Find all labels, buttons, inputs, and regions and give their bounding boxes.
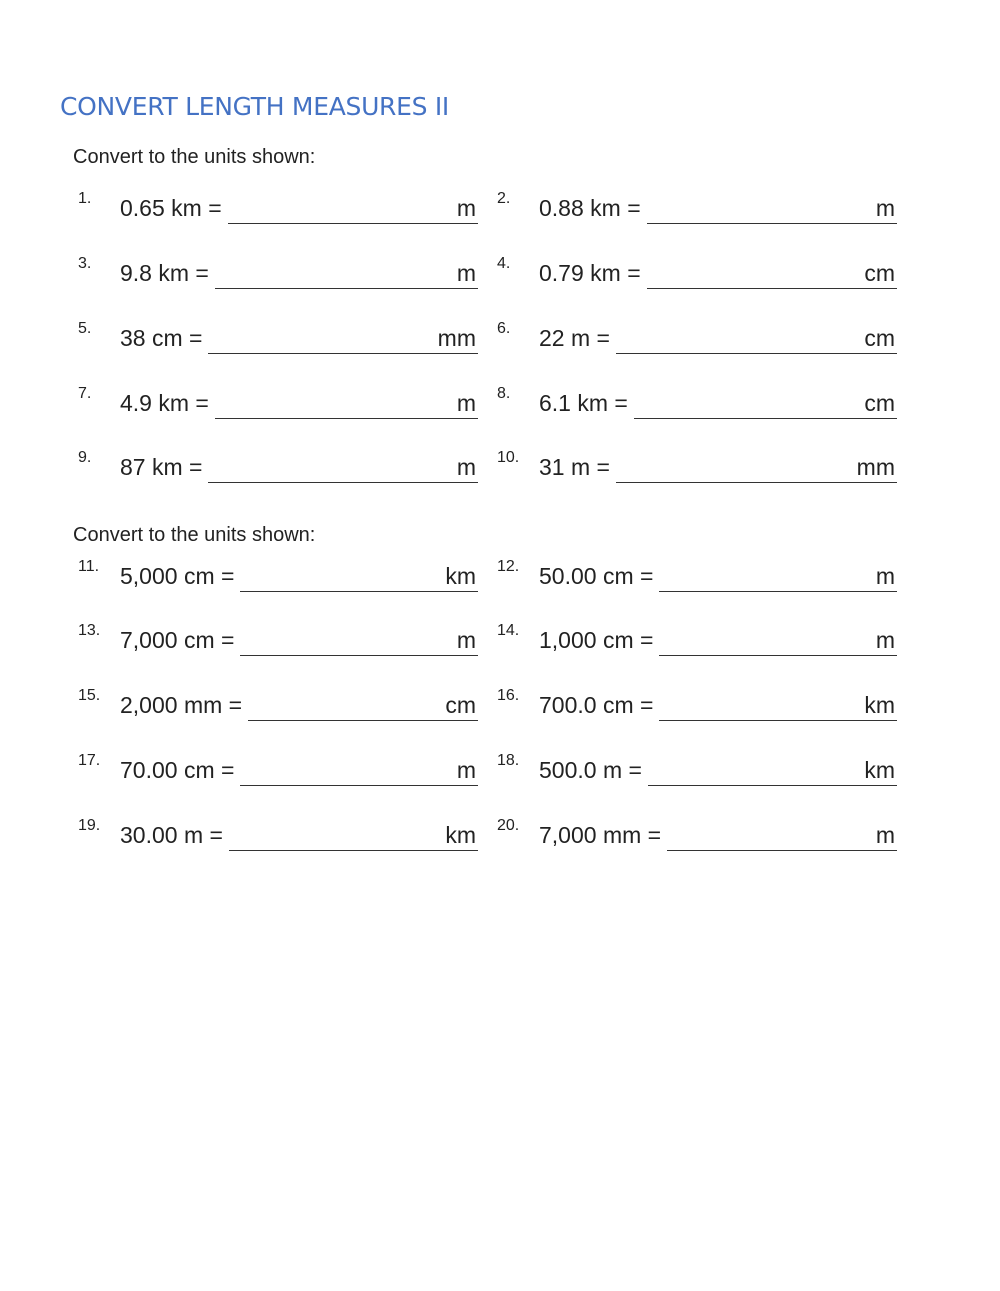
target-unit: m [875,627,895,653]
target-unit: cm [445,692,476,718]
section-1-instructions: Convert to the units shown: [73,146,316,168]
target-unit: m [875,563,895,589]
problem-number: 18. [497,752,520,769]
problem-expression: 0.79 km = [539,260,641,286]
target-unit: m [456,627,476,653]
answer-blank[interactable] [616,353,897,354]
problem-number: 7. [78,385,92,402]
answer-blank[interactable] [215,288,478,289]
answer-blank[interactable] [240,591,478,592]
problem-1 [78,188,478,228]
target-unit: km [864,692,895,718]
problem-number: 16. [497,687,520,704]
target-unit: km [864,757,895,783]
problem-18 [497,750,897,790]
problem-3 [78,253,478,293]
problem-8 [497,383,897,423]
problem-number: 1. [78,190,92,207]
problem-expression: 22 m = [539,325,610,351]
target-unit: m [456,390,476,416]
worksheet-title: CONVERT LENGTH MEASURES II [60,92,449,121]
target-unit: km [445,563,476,589]
problem-17 [78,750,478,790]
problem-12 [497,556,897,596]
target-unit: m [456,454,476,480]
problem-19 [78,815,478,855]
problem-number: 4. [497,255,511,272]
target-unit: cm [864,390,895,416]
problem-11 [78,556,478,596]
problem-number: 8. [497,385,511,402]
problem-expression: 38 cm = [120,325,203,351]
answer-blank[interactable] [659,720,897,721]
problem-number: 12. [497,558,520,575]
problem-number: 11. [78,558,100,575]
answer-blank[interactable] [659,591,897,592]
target-unit: mm [437,325,476,351]
answer-blank[interactable] [240,655,478,656]
problem-expression: 50.00 cm = [539,563,654,589]
problem-2 [497,188,897,228]
problem-20 [497,815,897,855]
problem-15 [78,685,478,725]
target-unit: cm [864,260,895,286]
answer-blank[interactable] [228,223,478,224]
answer-blank[interactable] [616,482,897,483]
problem-expression: 0.65 km = [120,195,222,221]
problem-expression: 87 km = [120,454,203,480]
problem-expression: 7,000 mm = [539,822,662,848]
target-unit: m [456,195,476,221]
problem-expression: 1,000 cm = [539,627,654,653]
problem-number: 20. [497,817,520,834]
answer-blank[interactable] [667,850,897,851]
problem-expression: 700.0 cm = [539,692,654,718]
problem-expression: 30.00 m = [120,822,223,848]
answer-blank[interactable] [659,655,897,656]
answer-blank[interactable] [240,785,478,786]
target-unit: m [875,195,895,221]
target-unit: m [456,757,476,783]
problem-expression: 31 m = [539,454,610,480]
problem-number: 6. [497,320,511,337]
problem-expression: 5,000 cm = [120,563,235,589]
target-unit: mm [856,454,895,480]
target-unit: cm [864,325,895,351]
target-unit: m [456,260,476,286]
problem-number: 5. [78,320,92,337]
problem-expression: 9.8 km = [120,260,209,286]
problem-9 [78,447,478,487]
problem-4 [497,253,897,293]
answer-blank[interactable] [208,353,478,354]
problem-number: 13. [78,622,101,639]
problem-number: 2. [497,190,511,207]
section-2-instructions: Convert to the units shown: [73,524,316,546]
answer-blank[interactable] [634,418,897,419]
problem-14 [497,620,897,660]
problem-number: 9. [78,449,92,466]
problem-number: 15. [78,687,101,704]
answer-blank[interactable] [647,288,897,289]
problem-expression: 70.00 cm = [120,757,235,783]
problem-number: 3. [78,255,92,272]
problem-6 [497,318,897,358]
answer-blank[interactable] [229,850,478,851]
problem-expression: 2,000 mm = [120,692,243,718]
problem-13 [78,620,478,660]
target-unit: m [875,822,895,848]
problem-number: 17. [78,752,101,769]
problem-number: 10. [497,449,520,466]
target-unit: km [445,822,476,848]
problem-5 [78,318,478,358]
answer-blank[interactable] [215,418,478,419]
problem-10 [497,447,897,487]
problem-16 [497,685,897,725]
answer-blank[interactable] [248,720,478,721]
problem-7 [78,383,478,423]
answer-blank[interactable] [648,785,897,786]
problem-number: 19. [78,817,101,834]
answer-blank[interactable] [208,482,478,483]
problem-expression: 500.0 m = [539,757,642,783]
problem-expression: 7,000 cm = [120,627,235,653]
problem-expression: 4.9 km = [120,390,209,416]
problem-number: 14. [497,622,520,639]
problem-expression: 6.1 km = [539,390,628,416]
problem-expression: 0.88 km = [539,195,641,221]
answer-blank[interactable] [647,223,897,224]
